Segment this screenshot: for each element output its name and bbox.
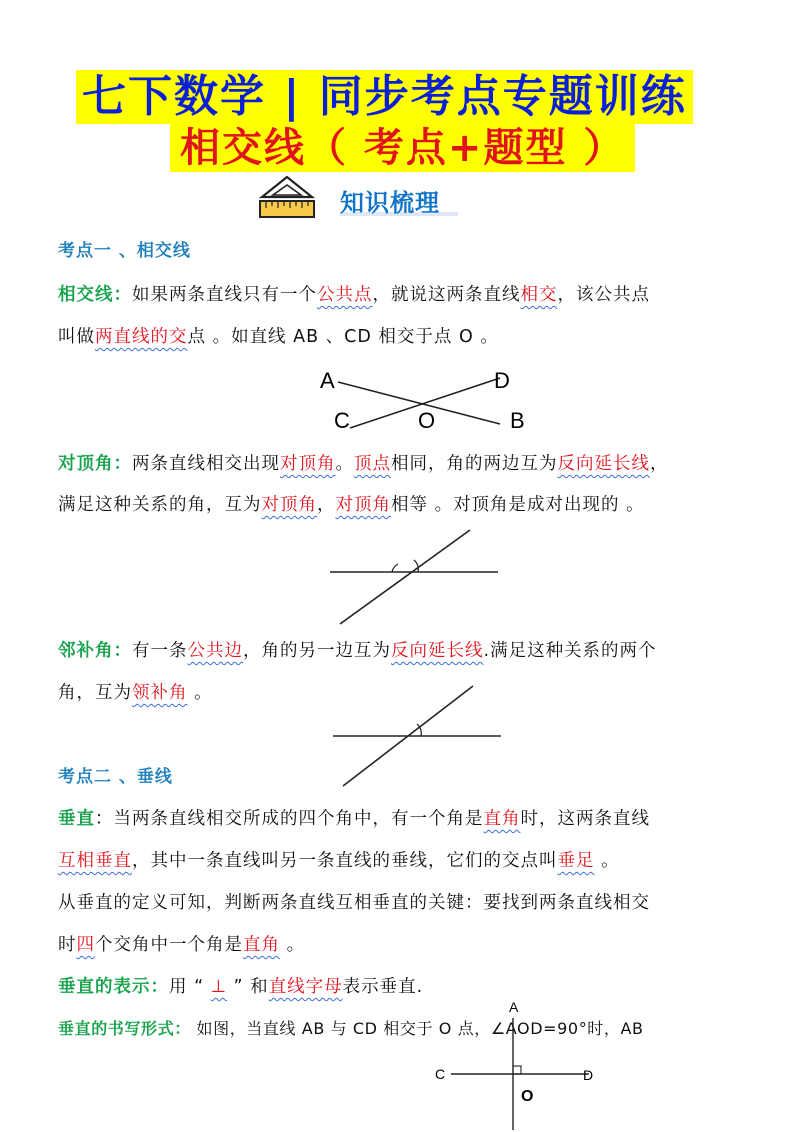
keyword: 领补角 (132, 683, 188, 703)
section-title: 知识梳理 (340, 189, 440, 217)
text: ，该公共点 (557, 285, 650, 305)
def-line-2 (58, 932, 305, 958)
linbu-label: 邻补角： (58, 641, 132, 661)
figure-perpendicular (425, 996, 605, 1132)
figure-adjacent-angles (325, 684, 515, 788)
title-line-2 (170, 124, 635, 172)
title-text-2: 相交线（ 考点+题型 ） (180, 125, 626, 171)
keyword: 对顶角 (280, 454, 336, 474)
figure-vertical-angles (320, 528, 510, 628)
keyword: 对顶角 (261, 495, 317, 515)
label-o: O (521, 1088, 534, 1105)
keyword: 顶点 (354, 454, 391, 474)
keyword: ⊥ (210, 977, 227, 997)
keyword: 公共点 (317, 285, 373, 305)
text: 用 “ (169, 977, 211, 997)
label-d: D (583, 1067, 594, 1083)
dingjiao-line-2 (58, 492, 645, 518)
keyword: 相交 (520, 285, 558, 305)
chuizhi-label: 垂直 (58, 809, 95, 829)
linbu-line-2 (58, 680, 213, 706)
keyword: 反向延长线 (391, 641, 484, 661)
text: 。 (187, 683, 213, 703)
chuizhi-line-2 (58, 848, 620, 874)
text: ” 和 (226, 977, 269, 997)
text: .满足这种关系的两个 (483, 641, 657, 661)
text: 表示垂直. (342, 977, 424, 997)
text: 。 (594, 851, 620, 871)
keyword: 对顶角 (335, 495, 391, 515)
text: 满足这种关系的角，互为 (58, 495, 262, 515)
keyword: 两直线的交 (95, 327, 188, 347)
keyword: 互相垂直 (58, 851, 132, 871)
title-text-1: 七下数学 | 同步考点专题训练 (82, 71, 687, 122)
label-o: O (418, 408, 436, 433)
text: 如果两条直线只有一个 (132, 285, 317, 305)
keyword: 反向延长线 (557, 454, 650, 474)
shuxie-label: 垂直的书写形式： (58, 1019, 191, 1038)
xjx-line-2 (58, 324, 499, 350)
text: ，就说这两条直线 (372, 285, 521, 305)
kp2-heading: 考点二 、垂线 (58, 767, 173, 787)
label-a: A (509, 999, 519, 1015)
xjx-line-1 (58, 282, 650, 308)
text: 时 (58, 935, 77, 955)
dingjiao-label: 对顶角： (58, 454, 132, 474)
keyword: 直角 (243, 935, 280, 955)
text: ， (650, 454, 669, 474)
xjx-label: 相交线： (58, 285, 132, 305)
text: 个交角中一个角是 (95, 935, 243, 955)
keyword: 直线字母 (268, 977, 343, 997)
text: 有一条 (132, 641, 188, 661)
text: 相等 。对顶角是成对出现的 。 (391, 495, 645, 515)
linbu-line-1 (58, 638, 657, 664)
text: 两条直线相交出现 (132, 454, 280, 474)
keyword: 垂足 (557, 851, 595, 871)
label-d: D (494, 368, 510, 393)
text: ，其中一条直线叫另一条直线的垂线，它们的交点叫 (132, 851, 558, 871)
keyword: 四 (76, 935, 95, 955)
chuizhi-line-1 (58, 806, 650, 832)
text: 时，这两条直线 (520, 809, 650, 829)
keyword: 直角 (483, 809, 521, 829)
label-c: C (334, 408, 350, 433)
title-line-1 (76, 70, 693, 124)
text: 。 (280, 935, 306, 955)
def-line-1: 从垂直的定义可知，判断两条直线互相垂直的关键：要找到两条直线相交 (58, 893, 650, 913)
biaoshi-label: 垂直的表示： (58, 977, 169, 997)
kp1-heading: 考点一 、相交线 (58, 241, 191, 261)
text: 相同，角的两边互为 (391, 454, 558, 474)
text: 。 (335, 454, 354, 474)
text: 叫做 (58, 327, 95, 347)
text: ， (317, 495, 336, 515)
dingjiao-line-1 (58, 451, 669, 477)
label-b: B (510, 408, 525, 433)
label-c: C (435, 1066, 446, 1082)
text: ，角的另一边互为 (243, 641, 391, 661)
text: ：当两条直线相交所成的四个角中，有一个角是 (95, 809, 484, 829)
text: 点 。如直线 AB 、CD 相交于点 O 。 (187, 327, 499, 347)
biaoshi-line (58, 974, 423, 1000)
text: 角，互为 (58, 683, 132, 703)
ruler-triangle-icon (258, 175, 316, 221)
label-a: A (320, 368, 335, 393)
figure-intersecting-lines (300, 360, 540, 438)
keyword: 公共边 (187, 641, 243, 661)
text: 如图，当直线 AB 与 CD 相交于 O 点，∠AOD=90°时，AB (190, 1019, 644, 1038)
